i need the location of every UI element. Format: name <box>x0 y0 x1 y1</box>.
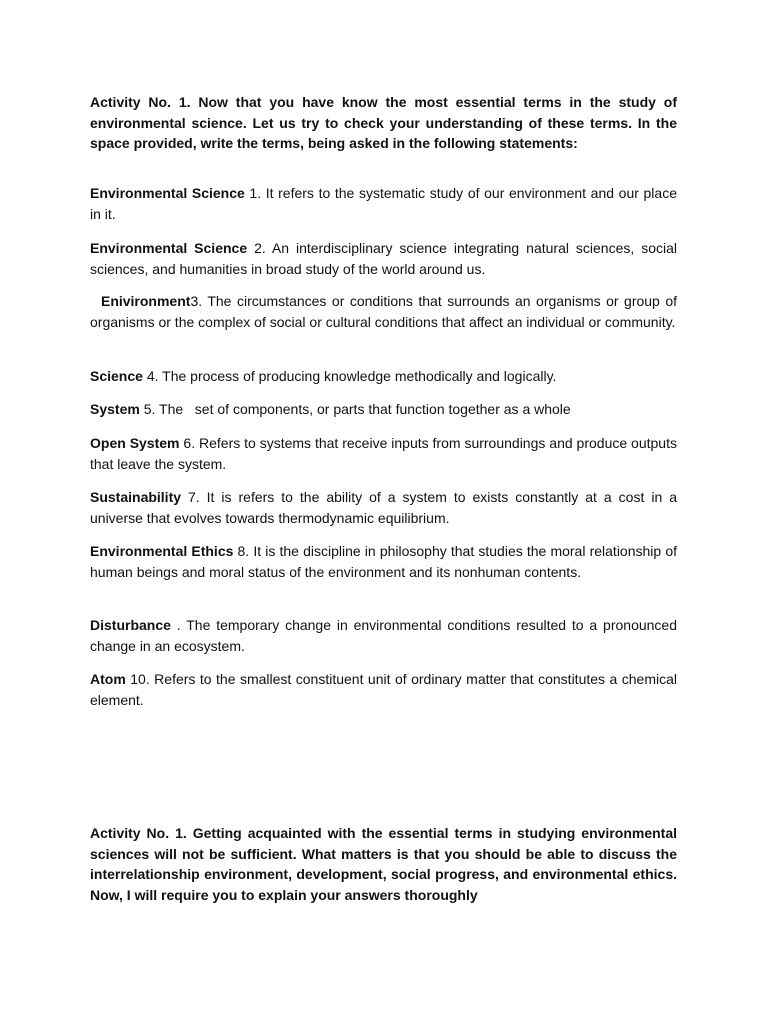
statement-item-8 <box>90 541 677 582</box>
statement-text-8: 8. It is the discipline in philosophy that studies the moral relationship of human beings and moral status of the environment and its nonhuman contents. <box>90 543 677 580</box>
statement-item-6 <box>90 433 677 474</box>
statement-item-1 <box>90 183 677 224</box>
statement-text-1: 1. It refers to the systematic study of our environment and our place in it. <box>90 185 677 222</box>
statement-text-2: 2. An interdisciplinary science integrating natural sciences, social sciences, and humanities in broad study of the world around us. <box>90 240 678 277</box>
statement-text-6: 6. Refers to systems that receive inputs from surroundings and produce outputs that leave the system. <box>90 435 677 472</box>
activity-1-heading: Activity No. 1. Now that you have know the most essential terms in the study of environmental science. Let us try to check your understanding of these terms. In the space provided, write the terms, being asked in the following statements: <box>90 94 677 151</box>
statement-item-10 <box>90 669 677 710</box>
answer-term-10: Atom <box>90 671 126 687</box>
answer-term-5: System <box>90 401 140 417</box>
answer-term-2: Environmental Science <box>90 240 248 256</box>
statement-item-2 <box>90 238 677 279</box>
statement-item-3 <box>90 291 677 332</box>
answer-term-1: Environmental Science <box>90 185 245 201</box>
statement-text-4: 4. The process of producing knowledge methodically and logically. <box>142 368 557 384</box>
answer-term-8: Environmental Ethics <box>90 543 234 559</box>
answer-term-4: Science <box>90 368 143 384</box>
statement-text-3: 3. The circumstances or conditions that surrounds an organisms or group of organisms or the complex of social or cultural conditions that affect an individual or community. <box>90 293 678 330</box>
answer-term-7: Sustainability <box>90 489 182 505</box>
statement-item-7 <box>90 487 677 528</box>
statement-text-7: 7. It is refers to the ability of a system to exists constantly at a cost in a universe that evolves towards thermodynamic equilibrium. <box>90 489 677 526</box>
answer-term-6: Open System <box>90 435 180 451</box>
answer-term-9: Disturbance <box>90 617 171 633</box>
statement-text-10: 10. Refers to the smallest constituent unit of ordinary matter that constitutes a chemical element. <box>90 671 677 708</box>
statement-text-5: 5. The set of components, or parts that function together as a whole <box>139 401 571 417</box>
statement-item-4 <box>90 366 677 387</box>
statement-item-5 <box>90 399 677 420</box>
answer-term-3: Enivironment <box>90 293 191 309</box>
statement-text-9: . The temporary change in environmental conditions resulted to a pronounced change in an ecosystem. <box>90 617 677 654</box>
statement-item-9 <box>90 615 677 656</box>
activity-2-heading: Activity No. 1. Getting acquainted with the essential terms in studying environmental sciences will not be sufficient. What matters is that you should be able to discuss the interrelationship environment, development, social progress, and environmental ethics. Now, I will require you to explain your answers thoroughly <box>90 825 677 903</box>
